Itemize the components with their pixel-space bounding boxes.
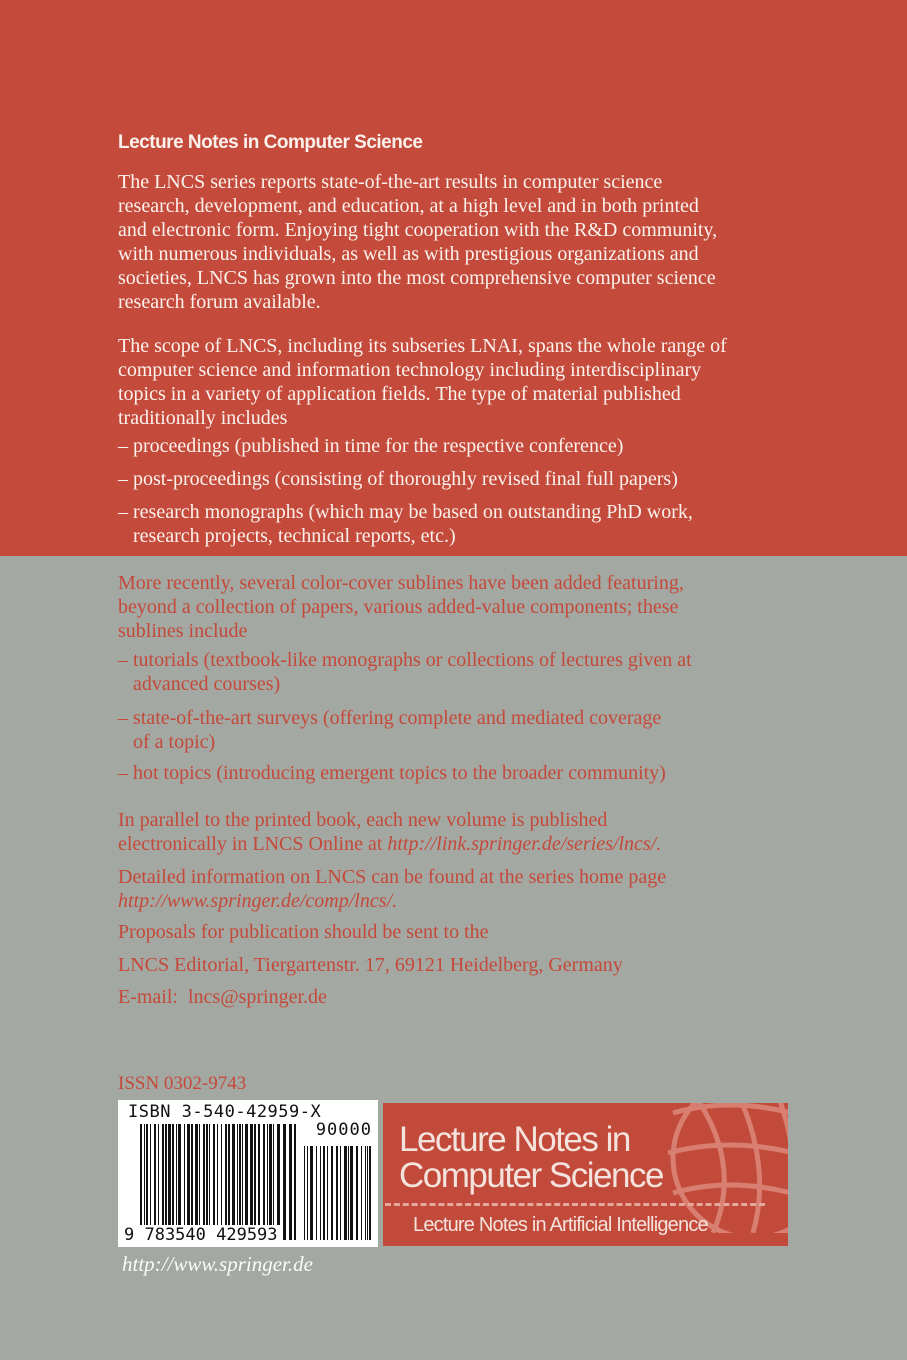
text-line: and electronic form. Enjoying tight cooperation with the R&D community, [118, 219, 718, 241]
email-text: E-mail: lncs@springer.de [118, 986, 327, 1008]
barcode-bar [327, 1146, 328, 1240]
barcode-bar [267, 1124, 268, 1240]
barcode-bar [307, 1146, 308, 1240]
barcode-price-code: 90000 [315, 1120, 372, 1140]
barcode-bar [221, 1124, 222, 1240]
text-line: The LNCS series reports state-of-the-art results in computer science [118, 171, 663, 193]
text-line: Detailed information on LNCS can be found at the series home page [118, 866, 667, 888]
barcode-bar [294, 1124, 296, 1240]
text-line: research projects, technical reports, etc.) [133, 525, 456, 547]
scope-paragraph [118, 334, 727, 430]
text-line: – proceedings (published in time for the respective conference) [118, 435, 624, 457]
barcode-bar [228, 1124, 230, 1240]
text-line: research, development, and education, at a high level and in both printed [118, 195, 699, 217]
barcode-bar [289, 1124, 292, 1240]
online-paragraph [118, 808, 661, 856]
barcode-bar [195, 1124, 198, 1240]
text-line: electronically in LNCS Online at [118, 833, 388, 855]
barcode-bar [168, 1124, 171, 1240]
issn: ISSN 0302-9743 [118, 1073, 247, 1094]
heading: Lecture Notes in Computer Science [118, 132, 423, 153]
barcode-bar [269, 1124, 272, 1240]
barcode-bar [361, 1146, 362, 1240]
text-line: sublines include [118, 620, 248, 642]
text-line: beyond a collection of papers, various added-value components; these [118, 596, 679, 618]
barcode-bar [283, 1124, 286, 1240]
barcode-isbn: ISBN 3-540-42959-X [128, 1102, 322, 1122]
barcode-bar [254, 1124, 256, 1240]
address-text: LNCS Editorial, Tiergartenstr. 17, 69121 Heidelberg, Germany [118, 954, 623, 976]
barcode-bar [213, 1124, 215, 1240]
subline-item [118, 648, 692, 696]
barcode-bar [176, 1124, 177, 1240]
barcode-bar [245, 1124, 248, 1240]
logo-line-2: Computer Science [399, 1156, 663, 1195]
barcode-bar [348, 1146, 349, 1240]
lncs-homepage-link[interactable]: http://www.springer.de/comp/lncs/. [118, 890, 398, 912]
barcode-bar [158, 1124, 159, 1240]
barcode-bar [344, 1146, 347, 1240]
info-paragraph [118, 865, 666, 913]
text-line: The scope of LNCS, including its subseries LNAI, spans the whole range of [118, 335, 727, 357]
barcode-ean: 9 783540 429593 [124, 1225, 278, 1245]
barcode [118, 1100, 378, 1247]
publisher-url[interactable]: http://www.springer.de [122, 1252, 313, 1276]
material-item [118, 434, 623, 458]
barcode-bar [310, 1146, 313, 1240]
barcode-bar [336, 1146, 338, 1240]
text-line: advanced courses) [133, 673, 281, 695]
series-logo [383, 1103, 788, 1246]
barcode-bar [146, 1124, 148, 1240]
barcode-bar [263, 1124, 265, 1240]
barcode-bar [217, 1124, 218, 1240]
text-line: – post-proceedings (consisting of thoroughly revised final full papers) [118, 468, 678, 490]
barcode-bar [323, 1146, 325, 1240]
barcode-bar [209, 1124, 210, 1240]
barcode-bar [304, 1146, 305, 1240]
lncs-online-link[interactable]: http://link.springer.de/series/lncs/. [387, 833, 662, 855]
barcode-bar [199, 1124, 200, 1240]
barcode-bar [277, 1124, 280, 1240]
barcode-bar [150, 1124, 151, 1240]
logo-subtitle: Lecture Notes in Artificial Intelligence [413, 1214, 708, 1236]
text-line: computer science and information technology including interdisciplinary [118, 359, 702, 381]
barcode-bar [178, 1124, 181, 1240]
text-line: traditionally includes [118, 407, 288, 429]
text-line: – tutorials (textbook-like monographs or collections of lectures given at [118, 649, 692, 671]
text-line: of a topic) [133, 731, 216, 753]
barcode-bar [187, 1124, 190, 1240]
subline-item [118, 761, 666, 785]
barcode-bar [237, 1124, 238, 1240]
barcode-bar [154, 1124, 156, 1240]
barcode-bar [165, 1124, 167, 1240]
barcode-bar [367, 1146, 368, 1240]
barcode-bar [225, 1124, 227, 1240]
barcode-bar [331, 1146, 333, 1240]
sublines-paragraph [118, 571, 684, 643]
intro-paragraph [118, 170, 717, 314]
barcode-bar [365, 1146, 366, 1240]
text-line: with numerous individuals, as well as with prestigious organizations and [118, 243, 699, 265]
barcode-bar [239, 1124, 241, 1240]
text-line: topics in a variety of application fields. The type of material published [118, 383, 681, 405]
text-line: – research monographs (which may be based on outstanding PhD work, [118, 501, 693, 523]
barcode-bar [316, 1146, 317, 1240]
proposals-text: Proposals for publication should be sent to the [118, 921, 489, 943]
barcode-bar [191, 1124, 193, 1240]
barcode-bar [172, 1124, 174, 1240]
text-line: More recently, several color-cover sublines have been added featuring, [118, 572, 684, 594]
barcode-bar [140, 1124, 142, 1240]
material-item [118, 467, 678, 491]
logo-line-1: Lecture Notes in [399, 1120, 630, 1159]
barcode-bar [242, 1124, 243, 1240]
barcode-bar [340, 1146, 341, 1240]
barcode-bar [273, 1124, 274, 1240]
barcode-bar [369, 1146, 371, 1240]
barcode-bar [206, 1124, 208, 1240]
barcode-bar [250, 1124, 253, 1240]
barcode-bar [162, 1124, 164, 1240]
text-line: – hot topics (introducing emergent topics to the broader community) [118, 762, 666, 784]
material-item [118, 500, 693, 548]
text-line: research forum available. [118, 291, 321, 313]
logo-divider [385, 1203, 765, 1206]
barcode-bar [320, 1146, 321, 1240]
barcode-bar [258, 1124, 260, 1240]
barcode-bar [356, 1146, 358, 1240]
barcode-bar [184, 1124, 185, 1240]
text-line: In parallel to the printed book, each new volume is published [118, 809, 608, 831]
text-line: – state-of-the-art surveys (offering complete and mediated coverage [118, 707, 662, 729]
barcode-bar [350, 1146, 353, 1240]
barcode-bar [144, 1124, 145, 1240]
subline-item [118, 706, 661, 754]
barcode-bar [203, 1124, 205, 1240]
text-line: societies, LNCS has grown into the most comprehensive computer science [118, 267, 716, 289]
barcode-bar [232, 1124, 235, 1240]
